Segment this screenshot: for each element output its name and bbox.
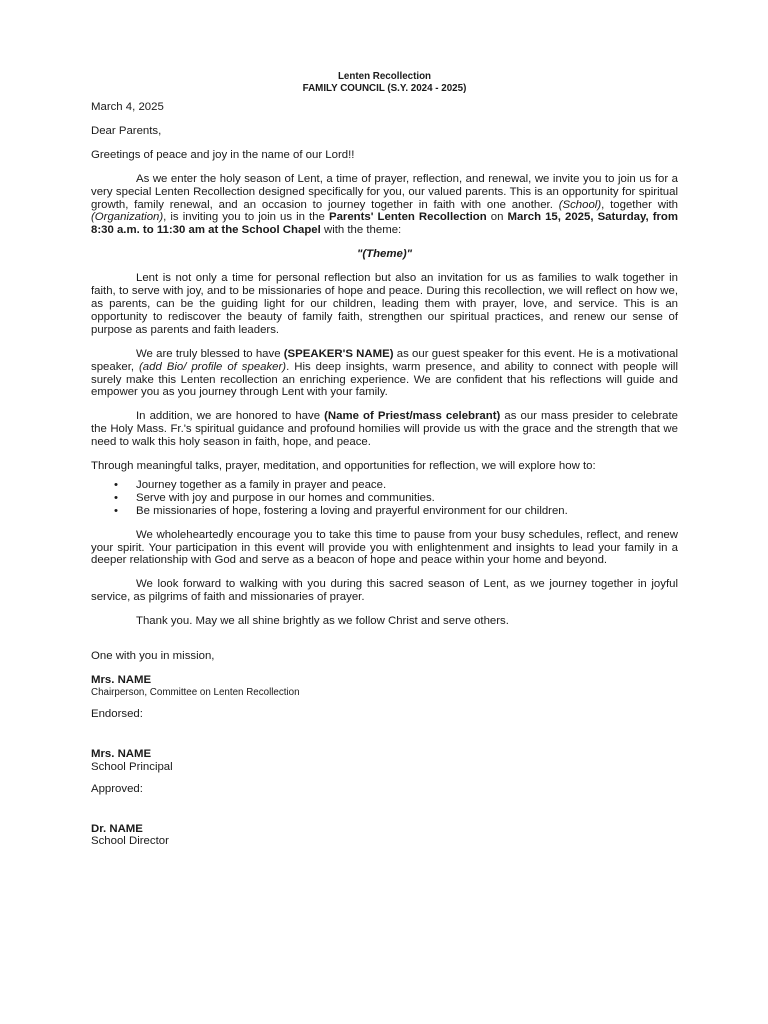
signatory-title: Chairperson, Committee on Lenten Recollection: [91, 686, 300, 698]
paragraph-lent: Lent is not only a time for personal reflection but also an invitation for us as families to walk together in faith, to serve with joy, and to be missionaries of hope and peace. During this recollection, we will reflect on how we, as parents, can be the guiding light for our children, leading them with prayer, love, and service. This is an opportunity to rediscover the beauty of family faith, strengthen our spiritual practices, and renew our sense of purpose as parents and faith leaders.: [91, 272, 678, 336]
list-item: [91, 479, 678, 492]
text-segment: As we enter the holy season of Lent, a time of prayer, reflection, and renewal, we invite you to join us for a very special Lenten Recollection designed specifically for you, our valued parents. This is an opportunity for spiritual growth, family renewal, and an occasion to journey together in faith with one another.: [91, 172, 678, 211]
text-segment: on: [486, 211, 508, 224]
signature-block-chairperson: [91, 674, 678, 699]
paragraph-thanks: Thank you. May we all shine brightly as we follow Christ and serve others.: [136, 615, 509, 628]
list-item-text: Serve with joy and purpose in our homes and communities.: [136, 491, 435, 504]
signatory-name: Mrs. NAME: [91, 747, 152, 760]
signatory-name: Mrs. NAME: [91, 674, 152, 686]
paragraph-look-forward: We look forward to walking with you during this sacred season of Lent, as we journey together in joyful service, as pilgrims of faith and missionaries of prayer.: [91, 578, 678, 604]
event-name: Parents' Lenten Recollection: [328, 211, 487, 224]
signatory-title: School Principal: [91, 760, 173, 773]
header-title: Lenten Recollection: [337, 71, 432, 82]
approved-label: Approved:: [91, 782, 143, 795]
bullet-icon: •: [114, 478, 118, 491]
organization-placeholder: (Organization): [91, 211, 164, 224]
greeting: Greetings of peace and joy in the name of our Lord!!: [91, 148, 355, 161]
signatory-title: School Director: [91, 835, 169, 848]
header-subtitle: FAMILY COUNCIL (S.Y. 2024 - 2025): [302, 82, 467, 94]
letter-header: [91, 71, 678, 94]
letter-page: [91, 0, 678, 848]
text-segment: We are truly blessed to have: [136, 347, 284, 360]
closing-line: One with you in mission,: [91, 650, 215, 663]
text-segment: with the theme:: [320, 224, 402, 237]
signatory-name: Dr. NAME: [91, 822, 143, 835]
text-segment: . His deep insights, warm presence, and ability to connect with people will surely make this Lenten recollection an enriching experience. We are confident that his reflections will guide and empower you as you journey through Lent with your family.: [91, 360, 678, 399]
text-segment: as our mass presider to celebrate the Holy Mass. Fr.'s spiritual guidance and profound homilies will provide us with the grace and the strength that we need to walk this holy season in faith, hope, and peace.: [91, 410, 678, 449]
paragraph-encourage: We wholeheartedly encourage you to take this time to pause from your busy schedules, reflect, and renew your spirit. Your participation in this event will provide you with enlightenment and insights to lead your family in a deeper relationship with God and serve as a beacon of hope and peace within your home and beyond.: [91, 528, 678, 567]
endorsed-label: Endorsed:: [91, 707, 143, 720]
speaker-bio-placeholder: (add Bio/ profile of speaker): [139, 360, 287, 373]
text-segment: , is inviting you to join us in the: [163, 211, 329, 224]
text-segment: , together with: [601, 198, 678, 211]
theme-line: [91, 248, 678, 261]
list-item: [91, 505, 678, 518]
list-item-text: Journey together as a family in prayer and peace.: [136, 478, 387, 491]
salutation: Dear Parents,: [91, 124, 162, 137]
priest-name-placeholder: (Name of Priest/mass celebrant): [324, 410, 501, 423]
event-schedule: March 15, 2025, Saturday, from 8:30 a.m. to 11:30 am at the School Chapel: [91, 211, 679, 237]
list-item-text: Be missionaries of hope, fostering a loving and prayerful environment for our children.: [136, 504, 568, 517]
paragraph-priest: [91, 410, 678, 449]
paragraph-explore: Through meaningful talks, prayer, meditation, and opportunities for reflection, we will explore how to:: [91, 460, 596, 473]
speaker-name-placeholder: (SPEAKER'S NAME): [283, 347, 394, 360]
theme-placeholder: "(Theme)": [356, 248, 413, 261]
list-item: [91, 492, 678, 505]
text-segment: In addition, we are honored to have: [136, 410, 325, 423]
paragraph-invitation: [91, 173, 678, 238]
signature-block-director: [91, 823, 678, 849]
bullet-icon: •: [114, 504, 118, 517]
bullet-list: [91, 479, 678, 518]
signature-block-principal: [91, 748, 678, 774]
bullet-icon: •: [114, 491, 118, 504]
school-placeholder: (School): [558, 198, 602, 211]
paragraph-speaker: [91, 348, 678, 400]
letter-date: March 4, 2025: [91, 101, 164, 113]
text-segment: as our guest speaker for this event. He is a motivational speaker,: [91, 347, 678, 373]
